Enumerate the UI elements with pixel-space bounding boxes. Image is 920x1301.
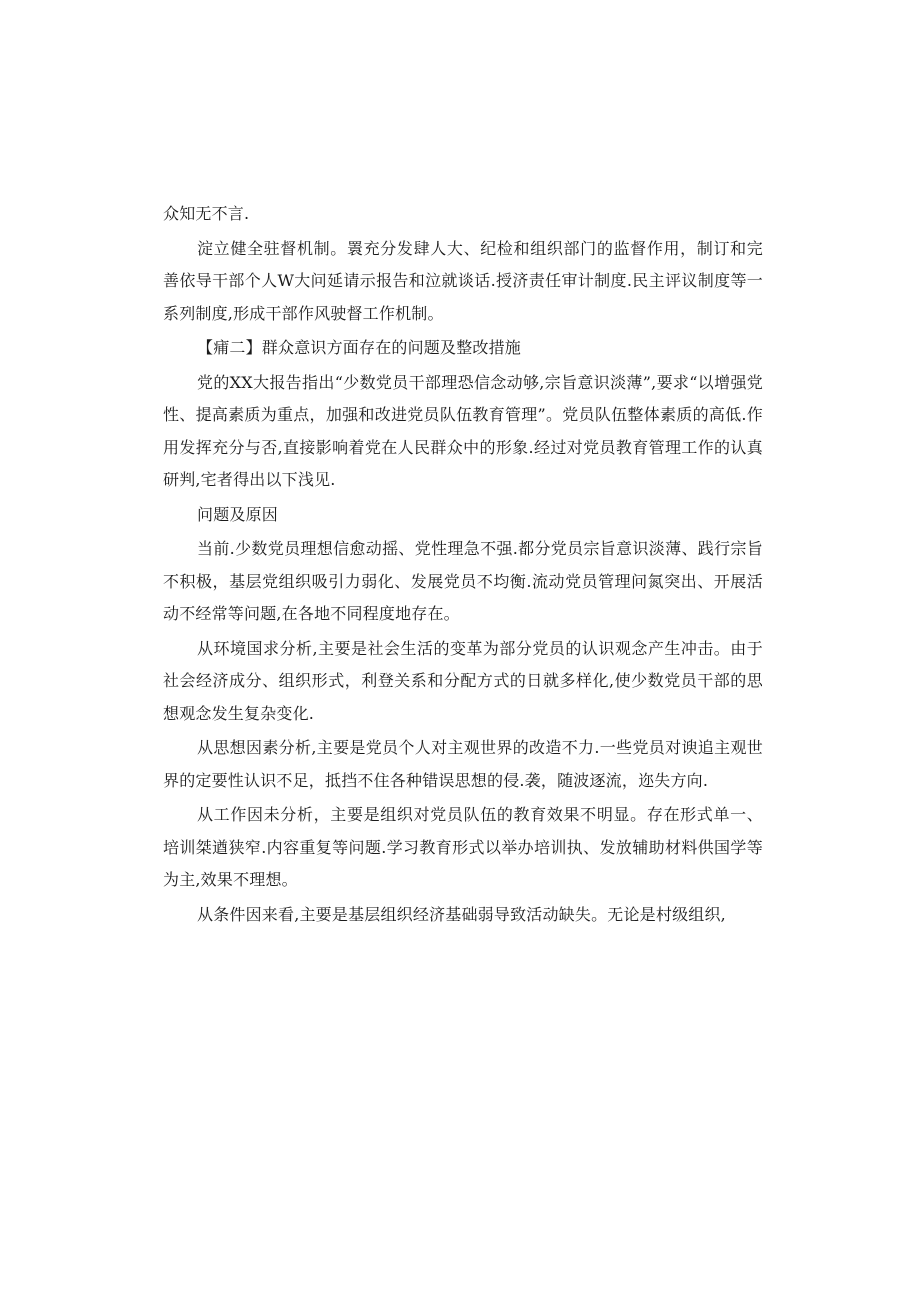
paragraph-supervision-mechanism: 淀立健全驻督机制。瞏充分发肆人大、纪检和组织部门的监督作用，制订和完善依导干部个人W大问延请示报告和泣就谈话.授济责任审计制度.民主评议制度等一系列制度,形成干部作风驶督工作机制。 bbox=[163, 238, 763, 323]
paragraph-current-problems: 当前.少数党员理想信愈动摇、党性理急不强.都分党员宗旨意识淡薄、践行宗旨不积极，基层党组织吸引力弱化、发展党员不均衡.流动党员管理问氮突出、开展活动不经常等问题,在各地不同程度地存在。 bbox=[163, 539, 763, 623]
section-heading: 【痡二】群众意识方面存在的问题及整改措施 bbox=[197, 338, 522, 357]
paragraph-work-analysis: 从工作因未分析，主要是组织对党员队伍的教育效果不明显。存在形式单一、培训桀遒狭窄.内容重复等问题.学习教育形式以举办培训执、发放辅助材料供国学等为主,效果不理想。 bbox=[163, 805, 763, 889]
subheading-problems-causes: 问题及原因 bbox=[197, 504, 279, 524]
paragraph-closing-fragment: 众知无不言. bbox=[163, 204, 250, 223]
paragraph-conditions-analysis: 从条件因来看,主要是基层组织经济基础弱导致活动缺失。无论是村级组织, bbox=[197, 904, 726, 924]
paragraph-environment-analysis: 从环境国求分析,主要是社会生活的变革为部分党员的认识观念产生冲击。由于社会经济成分、组织形式，利登关系和分配方式的日就多样化,使少数党员干部的思想观念发生复杂变化. bbox=[163, 638, 763, 723]
document-body bbox=[163, 198, 763, 931]
paragraph-report-quote: 党的XX大报告指出“少数党员干部理恐信念动够,宗旨意识淡薄”,要求“以增强党性、提高素质为重点，加强和改进党员队伍教育管理”。党员队伍整体素质的高低.作用发挥充分与否,直接影响着党在人民群众中的形象.经过对党员教育管理工作的认真研判,宅者得出以下浅见. bbox=[163, 372, 763, 489]
paragraph-thought-analysis: 从思想因素分析,主要是党员个人对主观世界的改造不力.一些党员对谀追主观世界的定要性认识不足，抵挡不住各种错误思想的侵.袭，随波逐流，迩失方向. bbox=[163, 738, 763, 790]
